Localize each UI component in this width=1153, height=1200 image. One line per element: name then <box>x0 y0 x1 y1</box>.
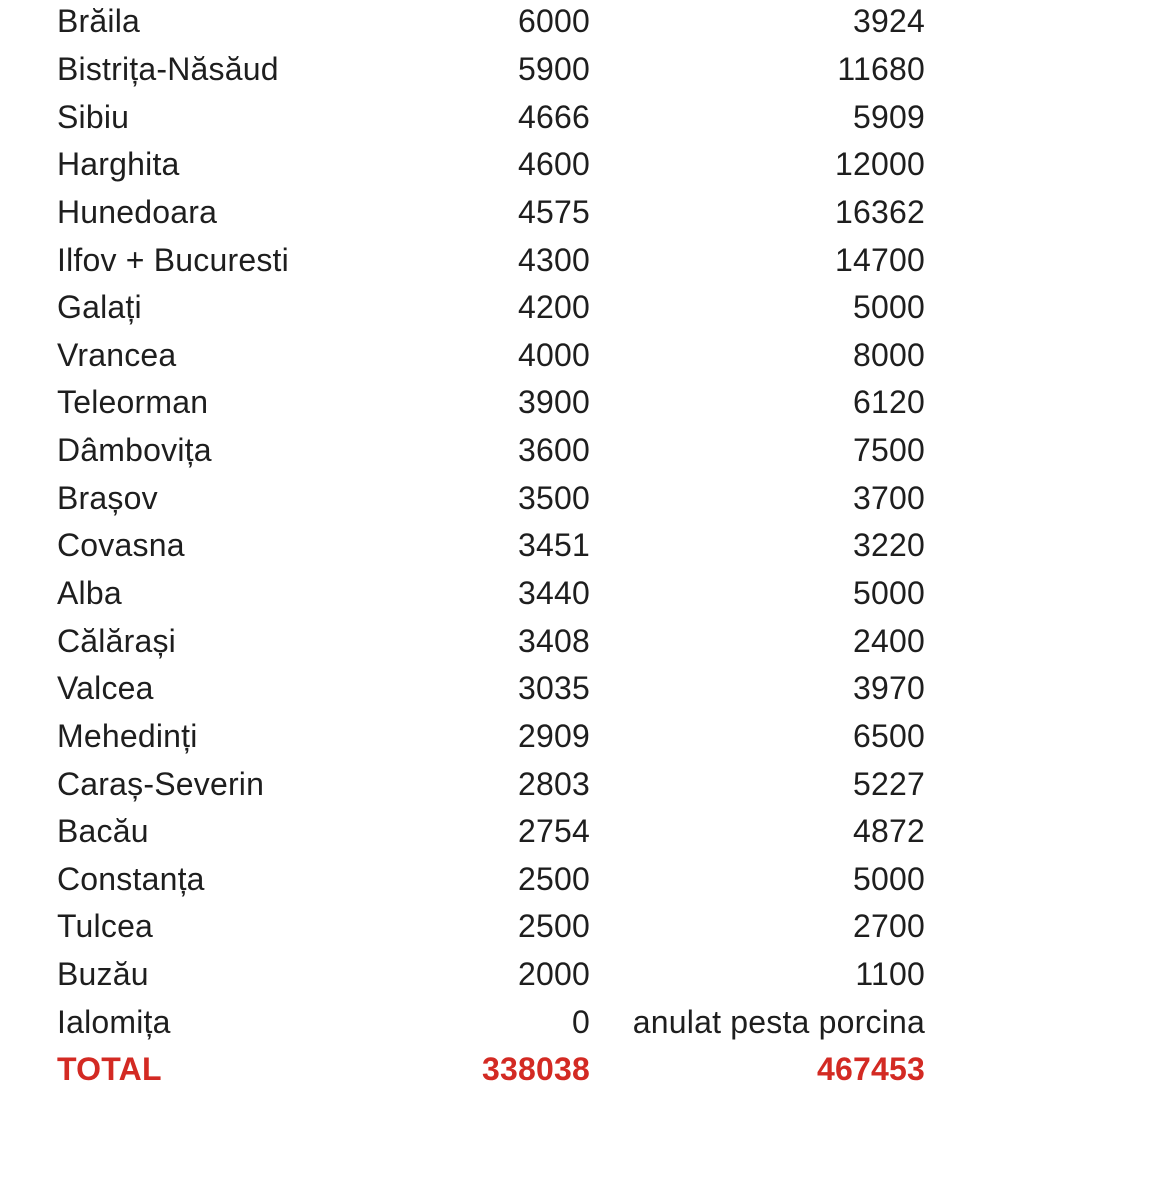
table-row <box>57 141 925 189</box>
value-1-cell: 4600 <box>518 146 590 183</box>
value-1-cell: 4575 <box>518 193 590 230</box>
table-row <box>57 236 925 284</box>
county-name-cell: Teleorman <box>57 384 209 421</box>
value-1-cell: 2909 <box>518 717 590 754</box>
table-row <box>57 379 925 427</box>
county-name-cell: Brașov <box>57 479 158 516</box>
table-row <box>57 951 925 999</box>
value-1-cell: 3035 <box>518 670 590 707</box>
value-2-cell: 12000 <box>835 146 925 183</box>
value-1-cell: 2500 <box>518 860 590 897</box>
county-name-cell: Galați <box>57 289 142 326</box>
value-2-cell: 8000 <box>853 336 925 373</box>
value-1-cell: 0 <box>572 1003 590 1040</box>
table-row <box>57 808 925 856</box>
value-2-cell: 5909 <box>853 98 925 135</box>
county-name-cell: Dâmbovița <box>57 432 212 469</box>
table-row <box>57 665 925 713</box>
table-row <box>57 46 925 94</box>
county-table <box>57 0 925 1094</box>
county-name-cell: Hunedoara <box>57 193 218 230</box>
value-1-cell: 4300 <box>518 241 590 278</box>
table-row <box>57 331 925 379</box>
value-1-cell: 6000 <box>518 3 590 40</box>
table-row <box>57 284 925 332</box>
value-1-cell: 3451 <box>518 527 590 564</box>
county-name-cell: Brăila <box>57 3 141 40</box>
value-1-cell: 2500 <box>518 908 590 945</box>
table-row <box>57 903 925 951</box>
value-1-cell: 338038 <box>482 1051 590 1088</box>
value-1-cell: 4000 <box>518 336 590 373</box>
county-name-cell: Harghita <box>57 146 180 183</box>
value-2-cell: 3970 <box>853 670 925 707</box>
value-2-cell: 16362 <box>835 193 925 230</box>
table-row <box>57 760 925 808</box>
county-name-cell: Mehedinți <box>57 717 198 754</box>
value-2-cell: 6500 <box>853 717 925 754</box>
county-name-cell: Bacău <box>57 813 149 850</box>
value-1-cell: 3408 <box>518 622 590 659</box>
value-2-cell: 2700 <box>853 908 925 945</box>
county-name-cell: Ialomița <box>57 1003 171 1040</box>
county-name-cell: Bistrița-Năsăud <box>57 50 279 87</box>
value-1-cell: 2803 <box>518 765 590 802</box>
county-name-cell: Ilfov + Bucuresti <box>57 241 289 278</box>
value-1-cell: 4200 <box>518 289 590 326</box>
value-1-cell: 4666 <box>518 98 590 135</box>
value-2-cell: 5000 <box>853 289 925 326</box>
value-2-cell: 5000 <box>853 860 925 897</box>
county-name-cell: Vrancea <box>57 336 177 373</box>
table-row <box>57 570 925 618</box>
value-2-cell: 7500 <box>853 432 925 469</box>
county-name-cell: Călărași <box>57 622 176 659</box>
county-table-body <box>57 0 925 1094</box>
value-1-cell: 5900 <box>518 50 590 87</box>
county-name-cell: Caraș-Severin <box>57 765 265 802</box>
table-row <box>57 998 925 1046</box>
value-2-cell: 6120 <box>853 384 925 421</box>
value-1-cell: 3500 <box>518 479 590 516</box>
county-name-cell: Constanța <box>57 860 205 897</box>
table-row <box>57 522 925 570</box>
value-2-cell: 3220 <box>853 527 925 564</box>
value-2-cell: 11680 <box>837 50 925 87</box>
value-1-cell: 2754 <box>518 813 590 850</box>
county-name-cell: TOTAL <box>57 1051 162 1088</box>
value-2-cell: anulat pesta porcina <box>632 1003 925 1040</box>
table-row <box>57 856 925 904</box>
county-name-cell: Covasna <box>57 527 185 564</box>
value-2-cell: 14700 <box>835 241 925 278</box>
value-1-cell: 3900 <box>518 384 590 421</box>
value-1-cell: 2000 <box>518 956 590 993</box>
table-row <box>57 427 925 475</box>
county-name-cell: Sibiu <box>57 98 130 135</box>
value-1-cell: 3600 <box>518 432 590 469</box>
value-2-cell: 5227 <box>853 765 925 802</box>
value-1-cell: 3440 <box>518 575 590 611</box>
value-2-cell: 1100 <box>855 956 925 993</box>
county-name-cell: Alba <box>57 575 122 611</box>
table-row <box>57 1046 925 1094</box>
county-name-cell: Buzău <box>57 956 149 993</box>
county-name-cell: Valcea <box>57 670 154 707</box>
value-2-cell: 467453 <box>817 1051 925 1088</box>
table-row <box>57 474 925 522</box>
value-2-cell: 3924 <box>853 3 925 40</box>
county-name-cell: Tulcea <box>57 908 154 945</box>
table-row <box>57 713 925 761</box>
value-2-cell: 2400 <box>853 622 925 659</box>
table-row <box>57 0 925 46</box>
value-2-cell: 3700 <box>853 479 925 516</box>
table-row <box>57 93 925 141</box>
table-row <box>57 189 925 237</box>
value-2-cell: 4872 <box>853 813 925 850</box>
value-2-cell: 5000 <box>853 575 925 611</box>
table-row <box>57 617 925 665</box>
